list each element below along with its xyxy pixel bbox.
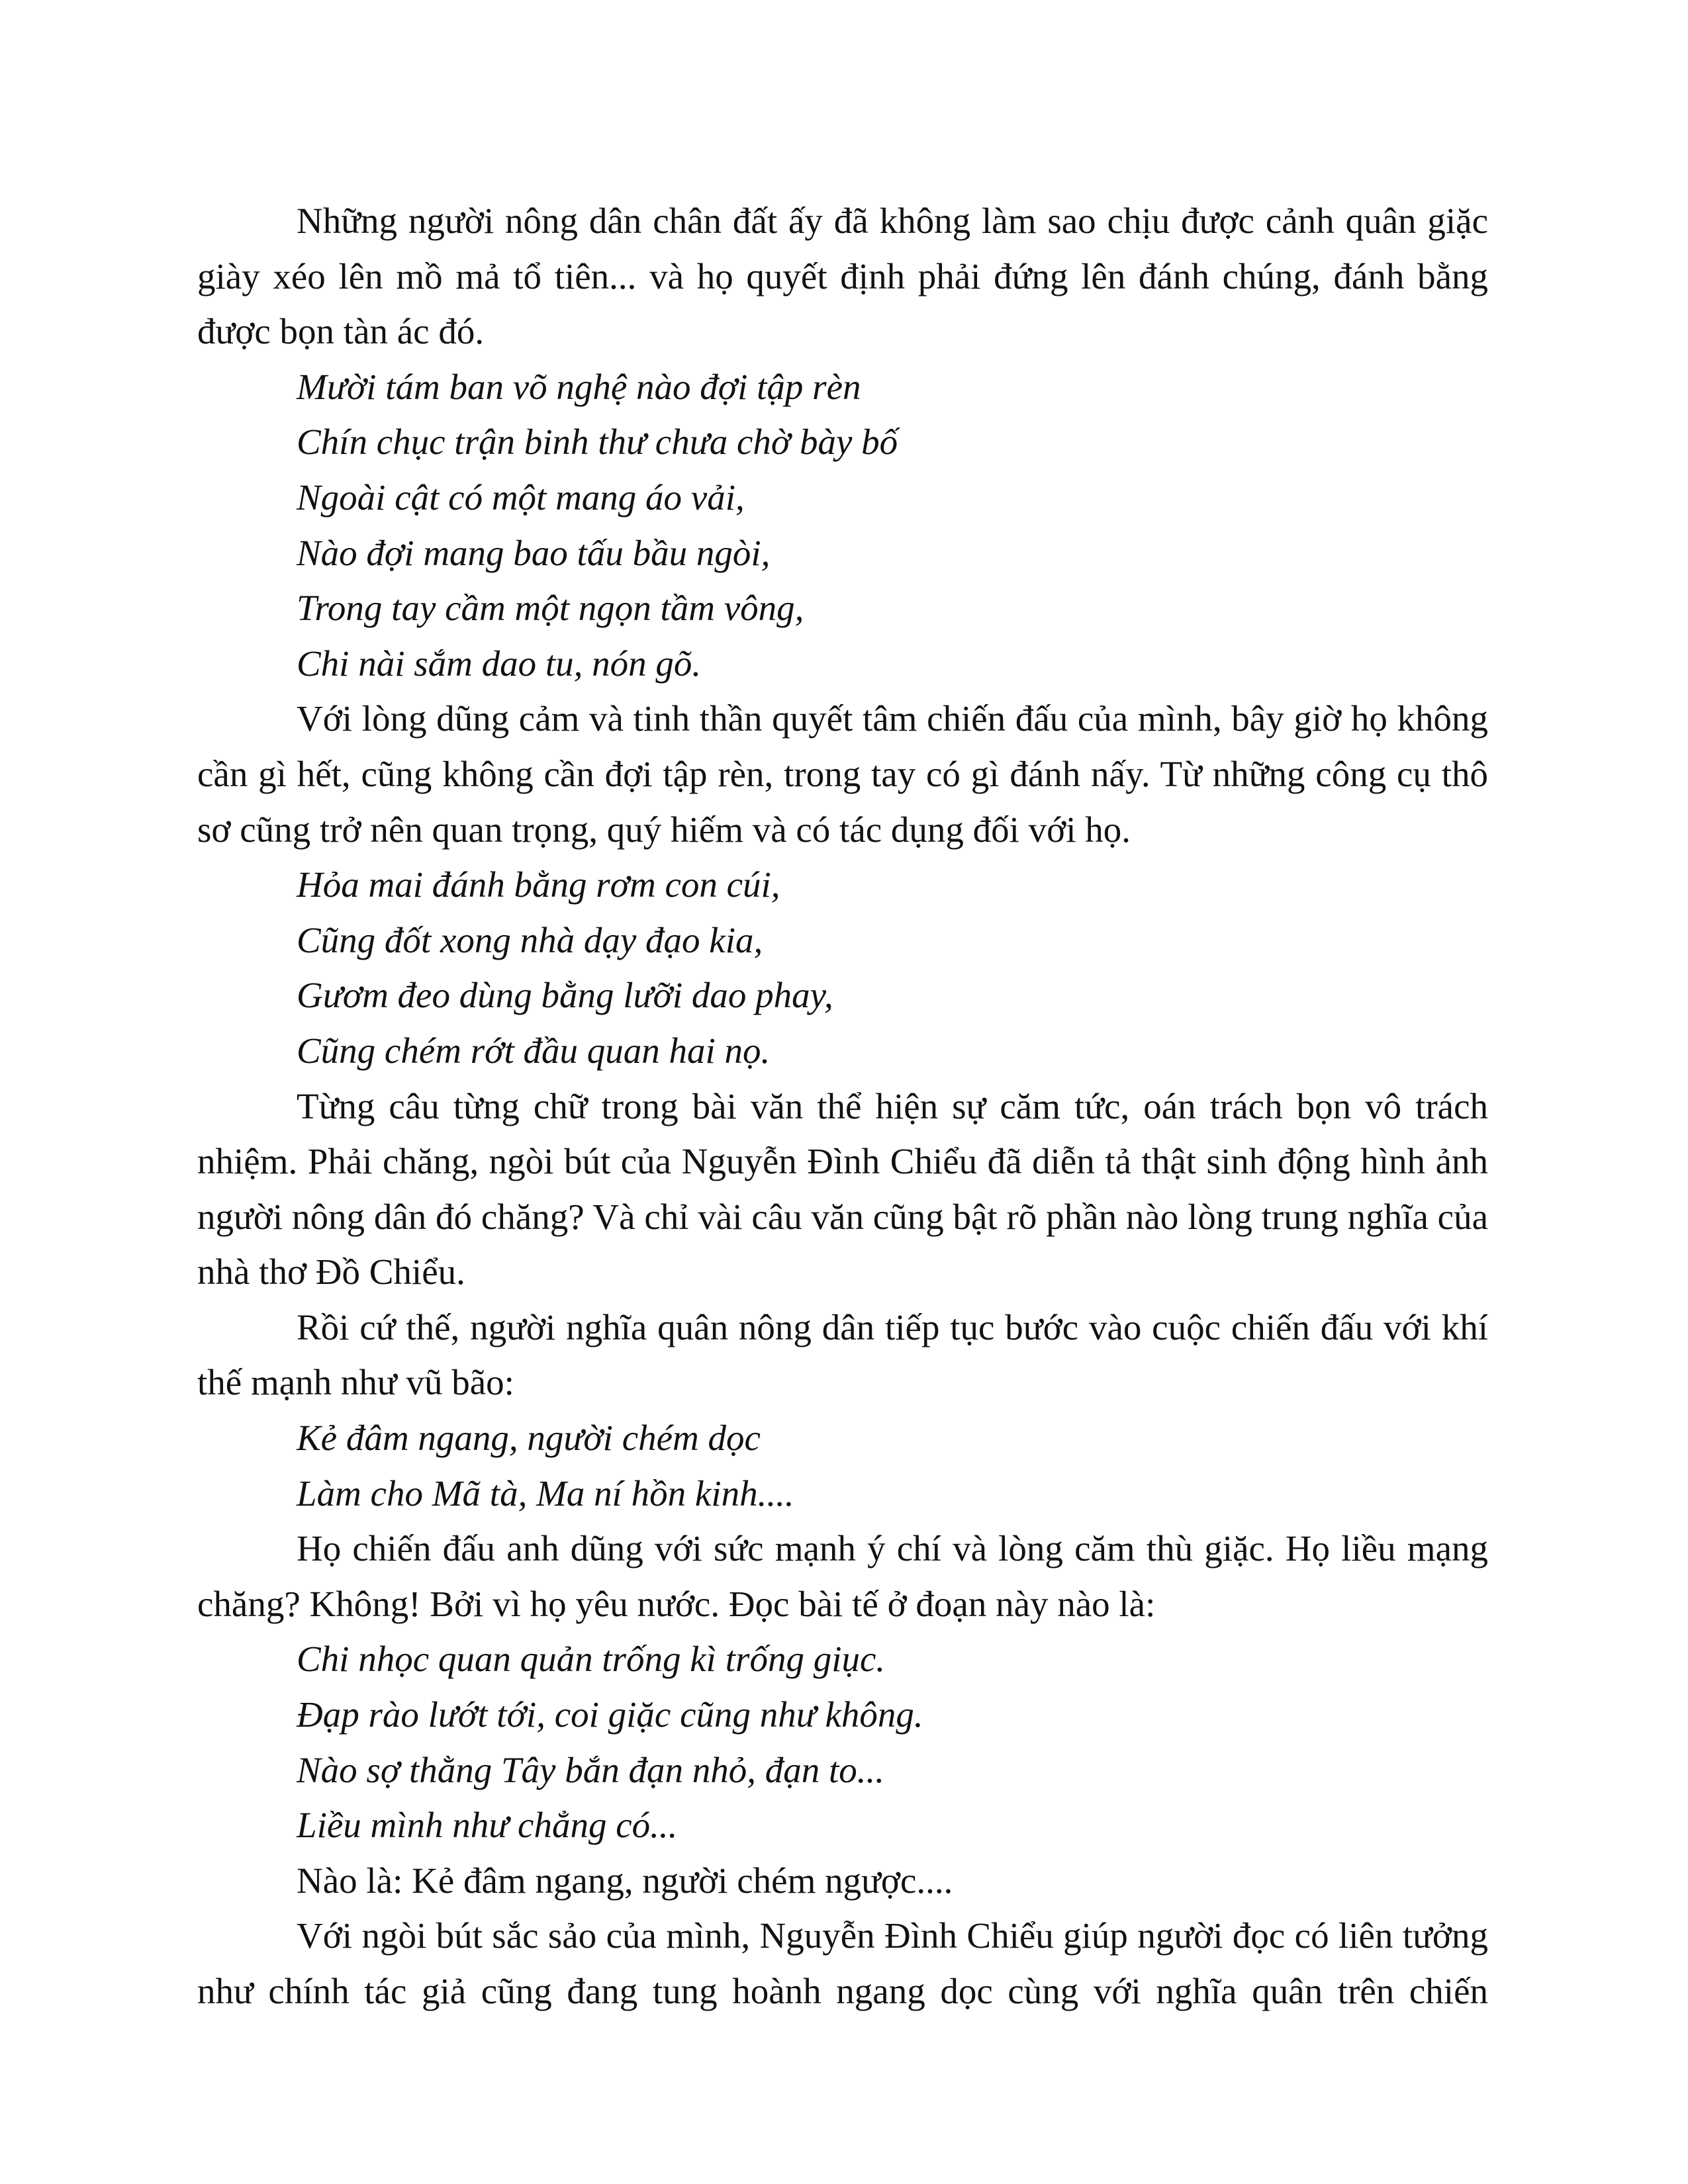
verse-block bbox=[197, 857, 1488, 1078]
paragraph: Từng câu từng chữ trong bài văn thể hiện sự căm tức, oán trách bọn vô trách nhiệm. Phải chăng, ngòi bút của Nguyễn Đình Chiểu đã diễn tả thật sinh động hình ảnh người nông dân đó chăng? Và chỉ vài câu văn cũng bật rõ phần nào lòng trung nghĩa của nhà thơ Đồ Chiểu. bbox=[197, 1085, 1488, 1293]
verse-block bbox=[197, 1410, 1488, 1521]
verse-line: Mười tám ban võ nghệ nào đợi tập rèn bbox=[297, 366, 861, 407]
verse-line: Chi nài sắm dao tu, nón gõ. bbox=[297, 643, 702, 684]
verse-line: Hỏa mai đánh bằng rơm con cúi, bbox=[297, 864, 780, 905]
verse-line: Nào sợ thằng Tây bắn đạn nhỏ, đạn to... bbox=[297, 1749, 885, 1790]
paragraph: Họ chiến đấu anh dũng với sức mạnh ý chí và lòng căm thù giặc. Họ liều mạng chăng? Không! Bởi vì họ yêu nước. Đọc bài tế ở đoạn này nào là: bbox=[197, 1528, 1488, 1624]
verse-line: Đạp rào lướt tới, coi giặc cũng như không. bbox=[297, 1694, 923, 1735]
verse-block bbox=[197, 359, 1488, 692]
verse-line: Kẻ đâm ngang, người chém dọc bbox=[297, 1418, 761, 1459]
body-text bbox=[197, 193, 1488, 2019]
verse-line: Ngoài cật có một mang áo vải, bbox=[297, 477, 745, 518]
verse-line: Nào đợi mang bao tấu bầu ngòi, bbox=[297, 532, 771, 573]
verse-line: Trong tay cầm một ngọn tầm vông, bbox=[297, 588, 804, 629]
paragraph: Nào là: Kẻ đâm ngang, người chém ngược.... bbox=[297, 1860, 953, 1901]
paragraph: Rồi cứ thế, người nghĩa quân nông dân tiếp tục bước vào cuộc chiến đấu với khí thế mạnh như vũ bão: bbox=[197, 1306, 1488, 1403]
verse-line: Cũng chém rớt đầu quan hai nọ. bbox=[297, 1030, 771, 1071]
verse-line: Cũng đốt xong nhà dạy đạo kia, bbox=[297, 919, 763, 960]
verse-line: Gươm đeo dùng bằng lưỡi dao phay, bbox=[297, 975, 833, 1016]
verse-line: Chi nhọc quan quản trống kì trống giục. bbox=[297, 1639, 886, 1680]
verse-block bbox=[197, 1631, 1488, 1852]
verse-line: Làm cho Mã tà, Ma ní hồn kinh.... bbox=[297, 1473, 794, 1514]
paragraph: Những người nông dân chân đất ấy đã không làm sao chịu được cảnh quân giặc giày xéo lên mồ mả tổ tiên... và họ quyết định phải đứng lên đánh chúng, đánh bằng được bọn tàn ác đó. bbox=[197, 201, 1488, 352]
paragraph: Với lòng dũng cảm và tinh thần quyết tâm chiến đấu của mình, bây giờ họ không cần gì hết, cũng không cần đợi tập rèn, trong tay có gì đánh nấy. Từ những công cụ thô sơ cũng trở nên quan trọng, quý hiếm và có tác dụng đối với họ. bbox=[197, 698, 1488, 850]
verse-line: Chín chục trận binh thư chưa chờ bày bố bbox=[297, 422, 898, 463]
paragraph: Với ngòi bút sắc sảo của mình, Nguyễn Đình Chiểu giúp người đọc có liên tưởng như chính tác giả cũng đang tung hoành ngang dọc cùng với nghĩa quân trên chiến bbox=[197, 1915, 1488, 2011]
verse-line: Liều mình như chẳng có... bbox=[297, 1805, 678, 1846]
